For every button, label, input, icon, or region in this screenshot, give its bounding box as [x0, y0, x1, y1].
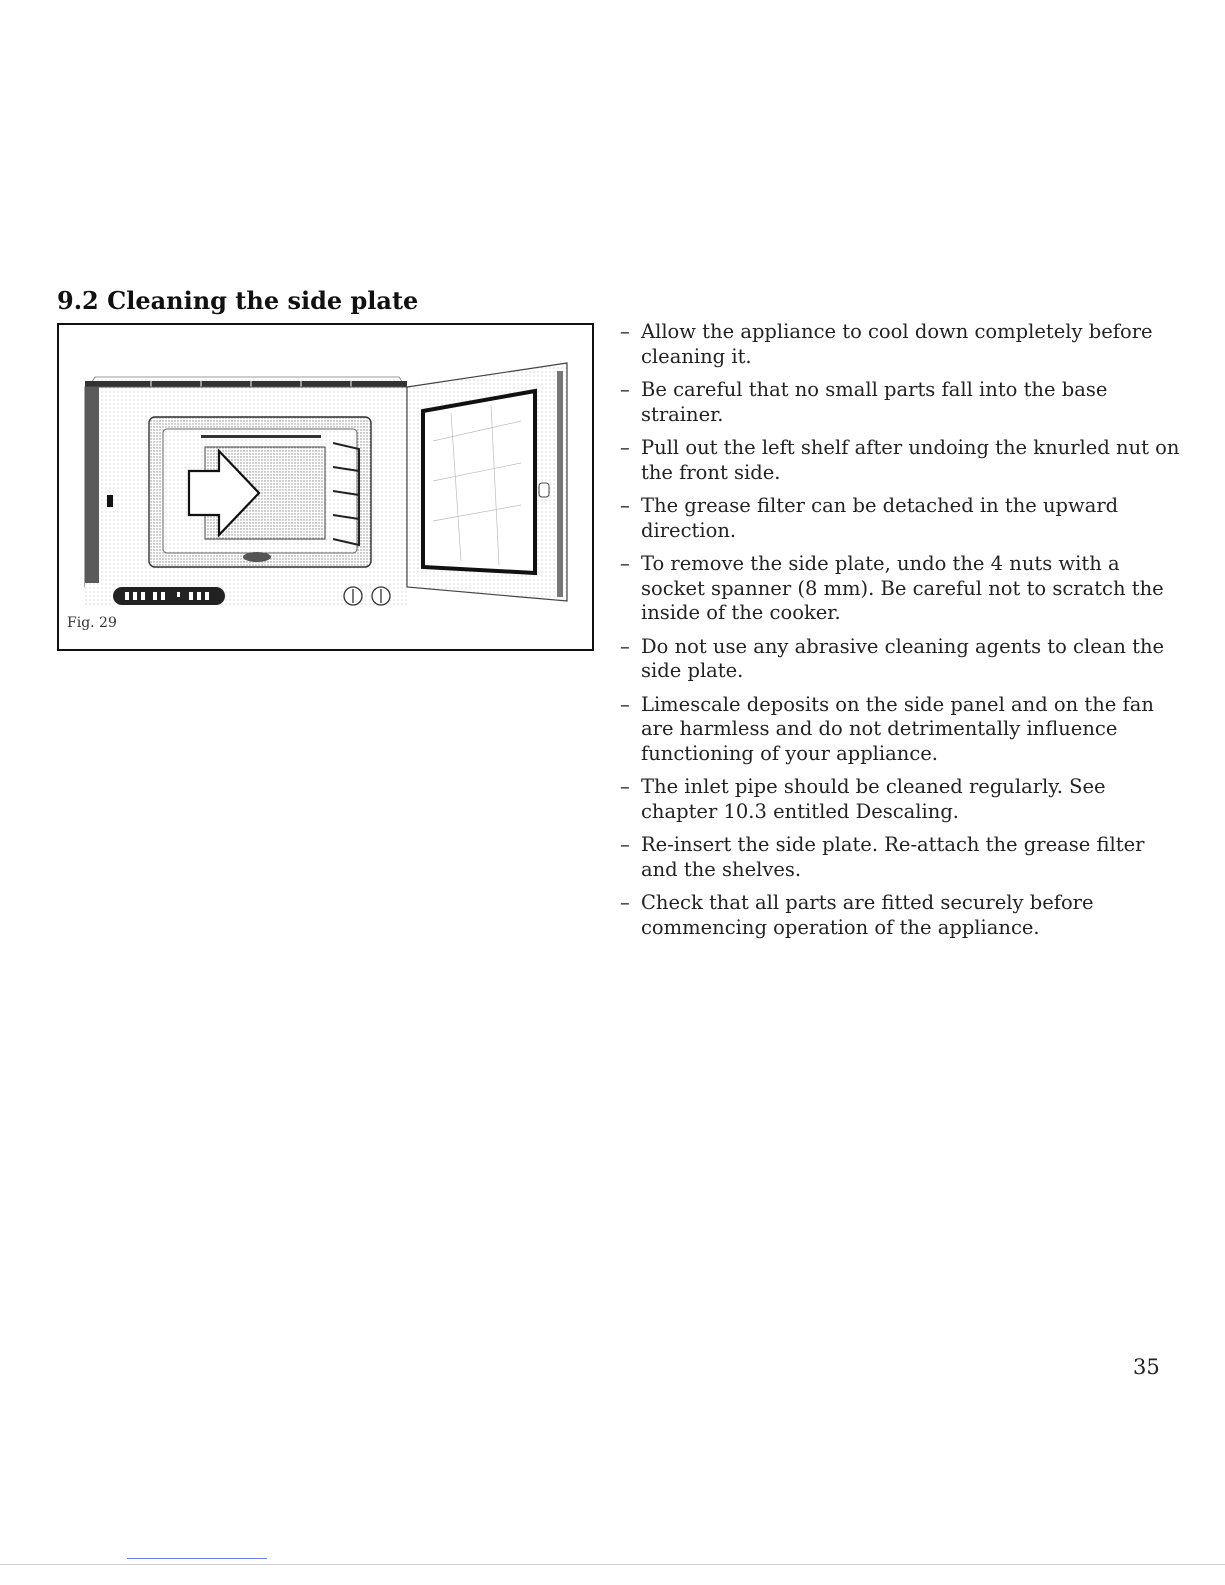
- instruction-item: – Re-insert the side plate. Re-attach the grease filter and the shelves.: [620, 833, 1180, 882]
- instruction-item: – The grease filter can be detached in the upward direction.: [620, 494, 1180, 543]
- instruction-item: – Do not use any abrasive cleaning agents to clean the side plate.: [620, 635, 1180, 684]
- instruction-item: – Limescale deposits on the side panel and on the fan are harmless and do not detrimentally influence functioning of your appliance.: [620, 693, 1180, 767]
- instruction-item: – Pull out the left shelf after undoing the knurled nut on the front side.: [620, 436, 1180, 485]
- oven-illustration: [81, 351, 576, 611]
- instruction-item: – Allow the appliance to cool down completely before cleaning it.: [620, 320, 1180, 369]
- footer-link-underline: [127, 1558, 267, 1559]
- instruction-item: – The inlet pipe should be cleaned regularly. See chapter 10.3 entitled Descaling.: [620, 775, 1180, 824]
- instruction-list: [620, 320, 1180, 949]
- page-number: 35: [1133, 1355, 1160, 1379]
- figure-frame: [57, 323, 594, 651]
- instruction-item: – Check that all parts are fitted securely before commencing operation of the appliance.: [620, 891, 1180, 940]
- instruction-item: – Be careful that no small parts fall into the base strainer.: [620, 378, 1180, 427]
- section-title: 9.2 Cleaning the side plate: [57, 286, 419, 315]
- instruction-item: – To remove the side plate, undo the 4 nuts with a socket spanner (8 mm). Be careful not to scratch the inside of the cooker.: [620, 552, 1180, 626]
- figure-caption: Fig. 29: [67, 615, 117, 631]
- footer-divider: [0, 1564, 1225, 1565]
